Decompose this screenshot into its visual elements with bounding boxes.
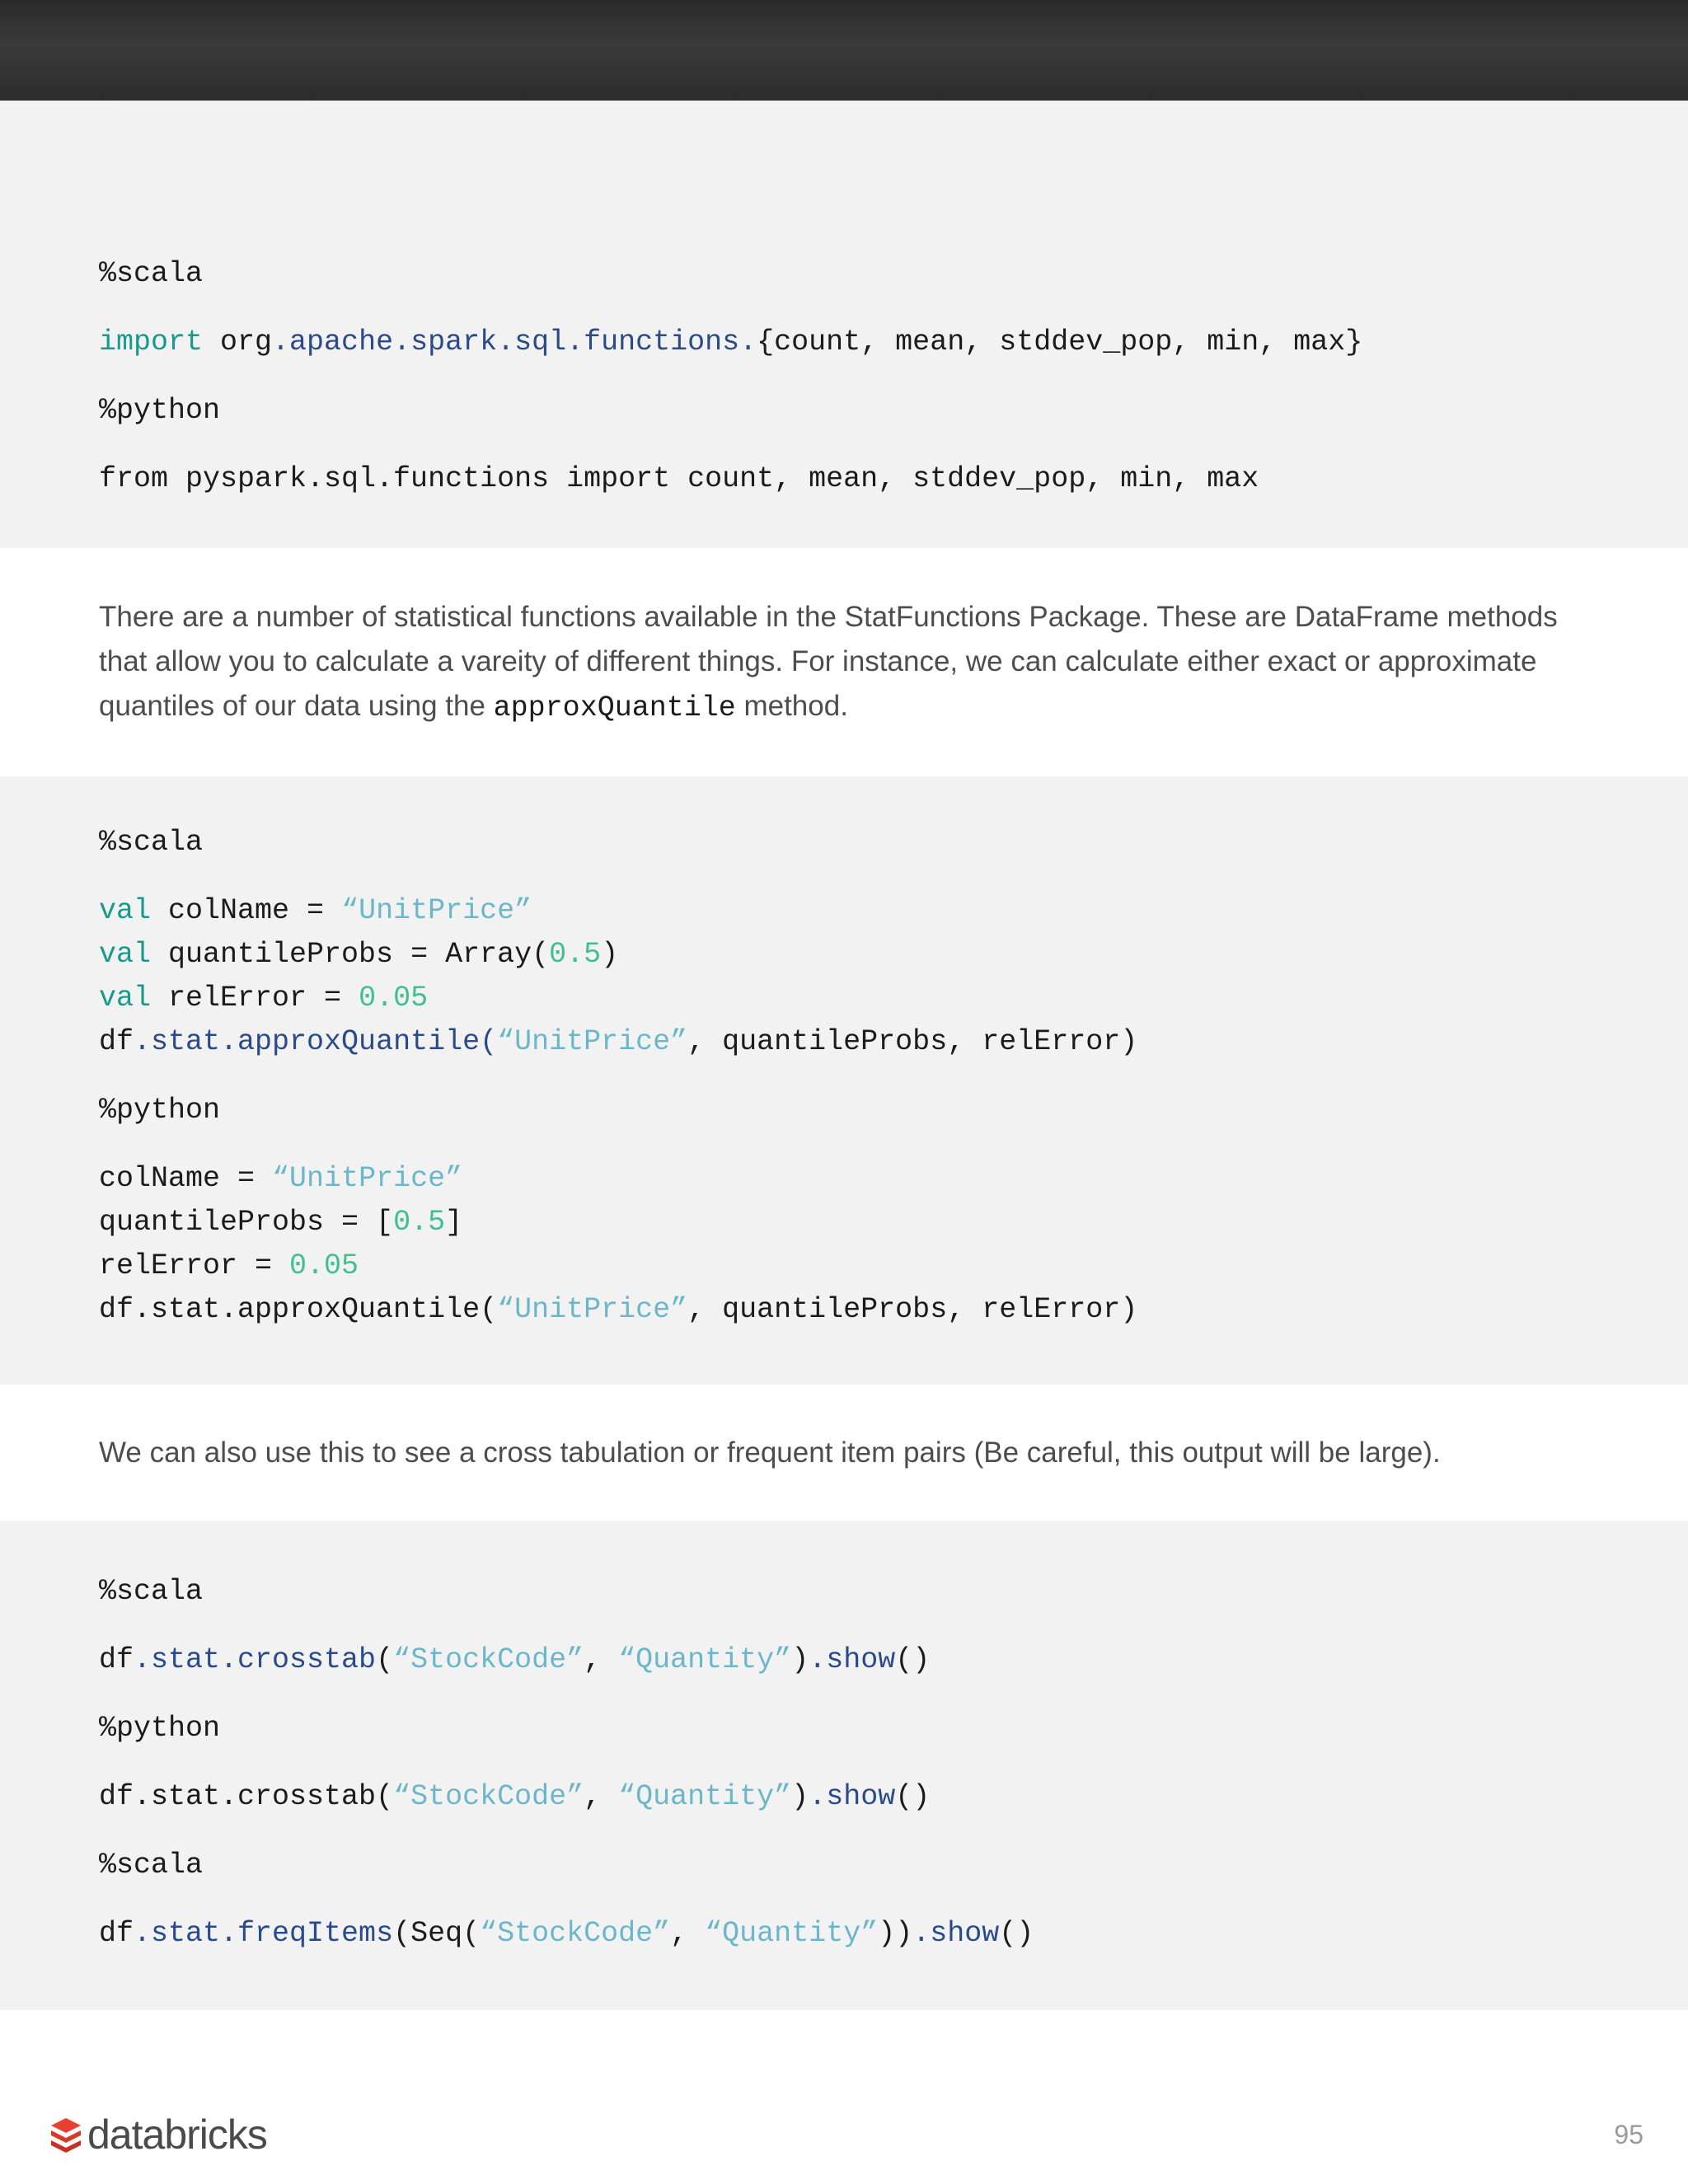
code-line-lang-python: %python (99, 1712, 221, 1745)
databricks-logo-text: databricks (87, 2111, 267, 2158)
code-token-number: 0.5 (549, 938, 602, 971)
code-token-namespace: .stat.freqItems (134, 1917, 394, 1950)
code-token-namespace: .stat.approxQuantile( (134, 1025, 498, 1058)
code-line (99, 938, 618, 971)
code-token-namespace: .show (809, 1643, 896, 1676)
code-token-keyword: val (99, 938, 152, 971)
code-token-string: “StockCode” (393, 1643, 584, 1676)
code-token-keyword: import (99, 326, 204, 359)
code-token: , quantileProbs, relError) (687, 1293, 1138, 1326)
code-line-python-import: from pyspark.sql.functions import count, mean, stddev_pop, min, max (99, 462, 1259, 495)
code-line-lang-scala: %scala (99, 826, 204, 859)
code-token-string: “Quantity” (705, 1917, 879, 1950)
code-token-string: “UnitPrice” (272, 1162, 463, 1195)
code-token: relError = (99, 1249, 290, 1282)
code-token-string: “StockCode” (393, 1780, 584, 1813)
code-line (99, 1249, 359, 1282)
code-line (99, 1206, 462, 1239)
code-token-string: “StockCode” (480, 1917, 671, 1950)
code-token-keyword: val (99, 894, 152, 927)
code-token: ( (376, 1643, 394, 1676)
code-block-crosstab (0, 1521, 1688, 2010)
code-line (99, 982, 428, 1015)
code-line-lang-scala: %scala (99, 257, 204, 290)
code-line-lang-scala: %scala (99, 1575, 204, 1608)
code-token-namespace: .apache.spark.sql.functions. (272, 326, 757, 359)
code-token: () (895, 1780, 931, 1813)
code-token: , (584, 1643, 619, 1676)
code-token: ] (445, 1206, 463, 1239)
code-line (99, 1917, 1034, 1950)
databricks-logo-icon (49, 2116, 82, 2153)
code-line (99, 1643, 930, 1676)
code-line (99, 1293, 1137, 1326)
code-line (99, 1162, 462, 1195)
header-band (0, 0, 1688, 101)
paragraph-text: method. (735, 690, 848, 722)
code-token-number: 0.5 (393, 1206, 446, 1239)
paragraph-line: that allow you to calculate a vareity of different things. For instance, we can calculate either exact or approximate (99, 645, 1537, 677)
page-number: 95 (1614, 2120, 1643, 2149)
code-line (99, 1025, 1137, 1058)
code-token-string: “UnitPrice” (497, 1025, 688, 1058)
code-token: )) (878, 1917, 913, 1950)
code-token: {count, mean, stddev_pop, min, max} (757, 326, 1363, 359)
databricks-logo (49, 2111, 267, 2158)
code-token: df.stat.approxQuantile( (99, 1293, 498, 1326)
paragraph-line: There are a number of statistical functions available in the StatFunctions Package. These are DataFrame methods (99, 601, 1558, 633)
inline-code-approxquantile: approxQuantile (493, 691, 736, 724)
code-token: df.stat.crosstab( (99, 1780, 394, 1813)
code-token: (Seq( (393, 1917, 481, 1950)
code-token-keyword: val (99, 982, 152, 1015)
code-line-lang-python: %python (99, 1094, 221, 1127)
code-token: df (99, 1643, 134, 1676)
code-token-number: 0.05 (289, 1249, 359, 1282)
code-token: () (999, 1917, 1034, 1950)
code-token-namespace: .stat.crosstab (134, 1643, 377, 1676)
code-line (99, 1780, 930, 1813)
code-token: ) (791, 1643, 809, 1676)
code-token-namespace: .show (912, 1917, 1000, 1950)
code-token-string: “Quantity” (618, 1643, 792, 1676)
code-token: colName = (99, 1162, 273, 1195)
code-line-scala-import (99, 326, 1362, 359)
code-token: colName = (151, 894, 342, 927)
code-line-lang-python: %python (99, 394, 221, 427)
code-token: relError = (151, 982, 359, 1015)
paragraph-line (99, 684, 1599, 730)
code-token: quantileProbs = Array( (151, 938, 550, 971)
code-token: , (584, 1780, 619, 1813)
code-token: () (895, 1643, 931, 1676)
code-token: , quantileProbs, relError) (687, 1025, 1138, 1058)
code-token-string: “UnitPrice” (497, 1293, 688, 1326)
code-token: quantileProbs = [ (99, 1206, 394, 1239)
code-token: df (99, 1917, 134, 1950)
paragraph-line: We can also use this to see a cross tabulation or frequent item pairs (Be careful, this output will be large). (99, 1436, 1441, 1469)
code-token: ) (601, 938, 619, 971)
code-token-number: 0.05 (359, 982, 429, 1015)
code-token-string: “UnitPrice” (341, 894, 532, 927)
paragraph-crosstab (99, 1431, 1599, 1475)
paragraph-statfunctions (99, 595, 1599, 730)
code-block-imports (0, 101, 1688, 548)
code-token: ) (791, 1780, 809, 1813)
code-block-approxquantile (0, 776, 1688, 1385)
paragraph-text: quantiles of our data using the (99, 690, 494, 722)
code-token: , (670, 1917, 706, 1950)
code-line (99, 894, 532, 927)
code-token: org (203, 326, 273, 359)
code-line-lang-scala: %scala (99, 1849, 204, 1882)
code-token: df (99, 1025, 134, 1058)
code-token-string: “Quantity” (618, 1780, 792, 1813)
code-token-namespace: .show (809, 1780, 896, 1813)
